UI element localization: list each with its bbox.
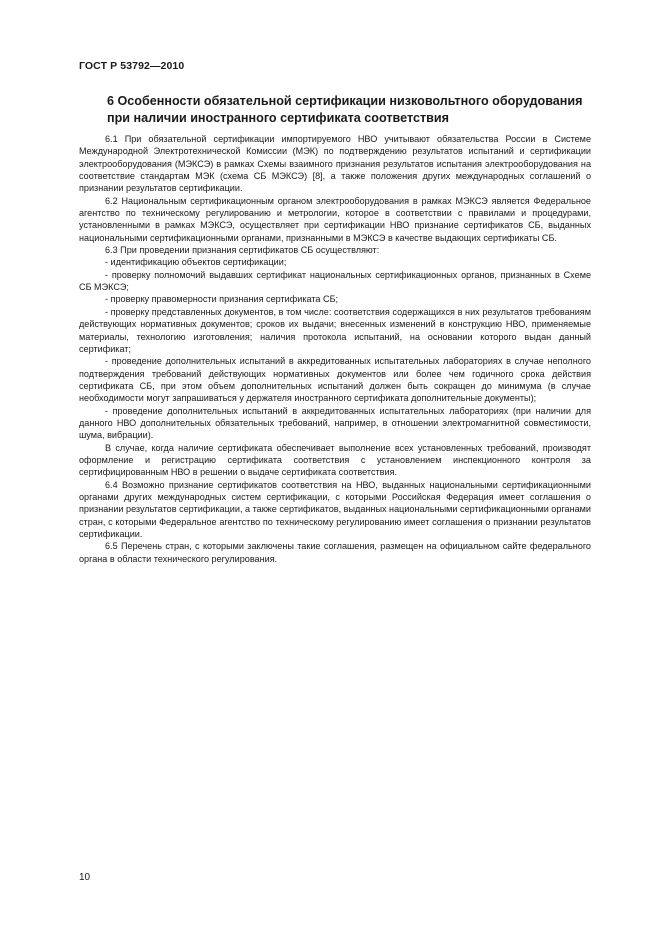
- paragraph-6-3: 6.3 При проведении признания сертификатов СБ осуществляют:: [105, 245, 380, 256]
- list-item: - проверку представленных документов, в том числе: соответствия содержащихся в них результатов требованиям действующих нормативных документов; сроков их выдачи; внесенных изменений в конструкцию НВО, применяемые материалы, технологию изготовления; наличия протокола испытаний, на основании которого выдан данный сертификат;: [79, 306, 591, 354]
- list-item: - проведение дополнительных испытаний в аккредитованных испытательных лабораториях в случае неполного подтверждения требований действующих нормативных документов или более чем годичного срока действия сертификата СБ, при этом объем дополнительных испытаний должен быть сокращен до минимума (в случае необходимости могут запрашиваться у держателя иностранного сертификата дополнительные документы);: [79, 356, 591, 404]
- paragraph-6-5: 6.5 Перечень стран, с которыми заключены такие соглашения, размещен на официальном сайте федерального органа в области технического регулирования.: [79, 541, 591, 564]
- paragraph-6-1: 6.1 При обязательной сертификации импортируемого НВО учитывают обязательства России в Системе Международной Электротехнической Комиссии (МЭК) по подтверждению результатов испытаний и сертификации электрооборудования (МЭКСЭ) в рамках Схемы взаимного признания результатов испытания электрооборудования на соответствие стандартам МЭК (схема СБ МЭКСЭ) [8], а также положения других международных соглашений о признании результатов сертификации.: [79, 134, 591, 194]
- section-title: 6 Особенности обязательной сертификации низковольтного оборудования при наличии иностранного сертификата соответствия: [107, 94, 583, 125]
- list-item: - проверку правомерности признания сертификата СБ;: [105, 294, 339, 305]
- list-item: - проведение дополнительных испытаний в аккредитованных испытательных лабораториях (при наличии для данного НВО дополнительных обязательных требований, например, в отношении электромагнитной совместимости, шума, вибрации).: [79, 405, 591, 441]
- body-text: [79, 133, 591, 565]
- list-item: - проверку полномочий выдавших сертификат национальных сертификационных органов, признанных в Схеме СБ МЭКСЭ;: [79, 269, 591, 293]
- page-number: 10: [79, 872, 91, 883]
- paragraph-6-4: 6.4 Возможно признание сертификатов соответствия на НВО, выданных национальными сертификационными органами других международных систем сертификации, с которыми Российская Федерация имеет соглашения о признании результатов сертификации, а также сертификатов, выданных национальными сертификационными органами стран, с которыми Федеральное агентство по техническому регулированию имеет соглашения о признании результатов сертификации.: [79, 479, 592, 539]
- paragraph-6-2: 6.2 Национальным сертификационным органом электрооборудования в рамках МЭКСЭ является Федеральное агентство по техническому регулированию и метрологии, которое в соответствии с правилами и процедурами, установленными в рамках МЭКСЭ, осуществляет при сертификации НВО признание сертификатов СБ, выданных национальными сертификационными органами, признанными в МЭКСЭ в качестве выдающих сертификаты СБ.: [79, 195, 591, 243]
- list-item: - идентификацию объектов сертификации;: [105, 257, 287, 268]
- paragraph-certificate-case: В случае, когда наличие сертификата обеспечивает выполнение всех установленных требований, производят оформление и регистрацию сертификата соответствия с установлением инспекционного контроля за сертифицированным НВО в решении о выдаче сертификата соответствия.: [79, 442, 591, 478]
- document-code-header: ГОСТ Р 53792—2010: [79, 60, 185, 72]
